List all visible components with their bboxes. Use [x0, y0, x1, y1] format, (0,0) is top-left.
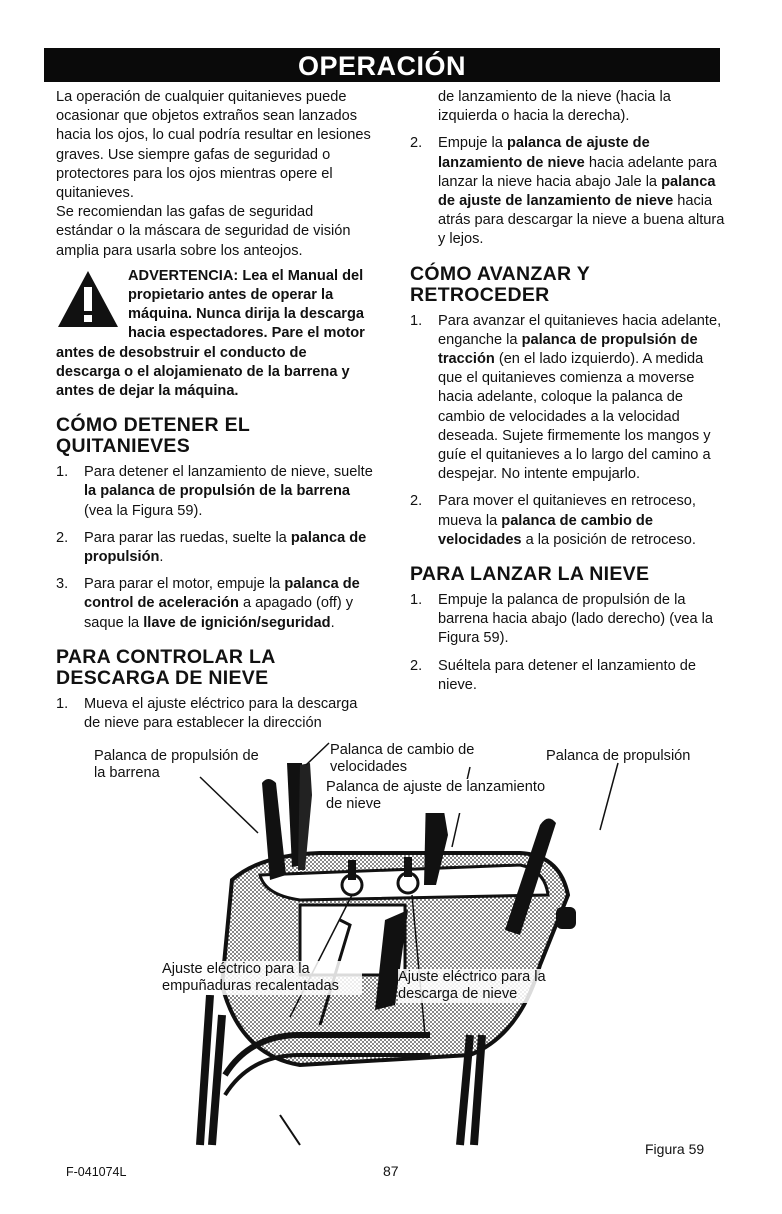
right-column: [410, 88, 730, 703]
item-text: Para parar las ruedas, suelte la: [84, 529, 291, 546]
item-bold: palanca de control de aceleración: [84, 576, 360, 612]
list-item: [410, 134, 730, 249]
item-bold: palanca de propulsión de tracción: [438, 331, 698, 368]
item-text: Empuje la palanca de propulsión de la barrena hacia abajo (lado derecho) (vea la Figura 59).: [438, 592, 714, 647]
label-heated-grips: Ajuste eléctrico para la empuñaduras recalentadas: [162, 961, 362, 995]
item-bold: palanca de propulsión: [84, 529, 367, 566]
left-column: [56, 88, 374, 741]
label-chute-lever: Palanca de ajuste de lanzamiento de nieve: [326, 779, 556, 813]
item-text: (en el lado izquierdo). A medida que el quitanieves comienza a moverse hacia adelante, coloque la palanca de cambio de velocidades a la velocidad deseada. Sujete firmemente los mangos y guíe el quitanieves a lo largo del camino a despejar. No intente empujarlo.: [438, 351, 711, 483]
list-item: [56, 463, 374, 521]
item-number: 3.: [56, 576, 69, 593]
item-number: 1.: [56, 695, 69, 712]
list-item: [410, 657, 730, 695]
item-number: 1.: [410, 312, 423, 329]
item-text: a apagado (off) y saque la: [84, 595, 354, 631]
item-text: hacia adelante para lanzar la nieve hacia abajo Jale la: [438, 154, 718, 190]
label-discharge-adjust: Ajuste eléctrico para la descarga de nieve: [398, 969, 578, 1003]
item-number: 1.: [56, 464, 69, 481]
item-number: 2.: [410, 135, 423, 152]
item-text: Para mover el quitanieves en retroceso, mueva la: [438, 493, 696, 529]
list-item: [56, 695, 374, 733]
label-drive-lever: Palanca de propulsión: [546, 748, 691, 764]
list-item: [410, 312, 730, 485]
throw-heading: PARA LANZAR LA NIEVE: [410, 563, 650, 586]
item-bold: llave de ignición/seguridad: [143, 614, 331, 631]
item-text: Mueva el ajuste eléctrico para la descarga de nieve para establecer la dirección: [84, 695, 358, 732]
item-text: de lanzamiento de la nieve (hacia la izquierda o hacia la derecha).: [438, 89, 671, 125]
intro-paragraph-2: Se recomiendan las gafas de seguridad estándar o la máscara de seguridad de visión amplia para usarla sobre los anteojos.: [56, 204, 351, 259]
item-text: Empuje la: [438, 135, 507, 152]
control-heading: PARA CONTROLAR LA DESCARGA DE NIEVE: [56, 645, 275, 689]
item-number: 2.: [56, 529, 69, 546]
intro-paragraph: La operación de cualquier quitanieves puede ocasionar que objetos extraños sean lanzados hacia los ojos, lo cual podría resultar en lesiones graves. Use siempre gafas de seguridad o protectores para los ojos mientras opere el quitanieves.: [56, 89, 371, 202]
item-text: (vea la Figura 59).: [84, 502, 203, 519]
item-bold: la palanca de propulsión de la barrena: [84, 483, 351, 500]
item-text: Para detener el lanzamiento de nieve, suelte: [84, 464, 373, 481]
page-title: OPERACIÓN: [44, 48, 720, 82]
warning-block: [56, 267, 374, 401]
warning-text: ADVERTENCIA: Lea el Manual del propietario antes de operar la máquina. Nunca dirija la descarga hacia espectadores. Pare el motor antes de desobstruir el conducto de descarga o el alojamienato de la barrena y antes de dejar la máquina.: [56, 267, 365, 400]
item-bold: palanca de ajuste de lanzamiento de nieve: [438, 173, 716, 210]
item-bold: palanca de cambio de velocidades: [438, 512, 653, 548]
item-text: Suéltela para detener el lanzamiento de nieve.: [438, 657, 696, 693]
item-text: .: [330, 614, 335, 631]
label-auger-lever: Palanca de propulsión de la barrena: [94, 748, 259, 781]
list-item: [56, 575, 374, 633]
list-item: [410, 492, 730, 550]
label-gear-lever: Palanca de cambio de velocidades: [330, 742, 475, 775]
item-text: Para parar el motor, empuje la: [84, 576, 285, 593]
item-number: 1.: [410, 592, 423, 609]
list-item: [410, 591, 730, 649]
warning-icon: [56, 269, 120, 329]
item-number: 2.: [410, 657, 423, 674]
item-text: hacia atrás para descargar la nieve a buena altura y lejos.: [438, 193, 725, 248]
item-text: Para avanzar el quitanieves hacia adelante, enganche la: [438, 312, 722, 348]
figure-caption: Figura 59: [645, 1141, 705, 1157]
figure-59: [0, 735, 782, 1155]
list-item: [56, 529, 374, 567]
list-item-continued: [410, 88, 730, 126]
item-text: a la posición de retroceso.: [521, 531, 696, 548]
document-code: F-041074L: [66, 1165, 127, 1179]
item-number: 2.: [410, 493, 423, 510]
move-heading: CÓMO AVANZAR Y RETROCEDER: [410, 262, 590, 306]
stop-heading: CÓMO DETENER EL QUITANIEVES: [56, 414, 250, 458]
item-bold: palanca de ajuste de lanzamiento de nieve: [438, 135, 650, 171]
page-number: 87: [383, 1163, 399, 1179]
item-text: .: [159, 549, 164, 566]
